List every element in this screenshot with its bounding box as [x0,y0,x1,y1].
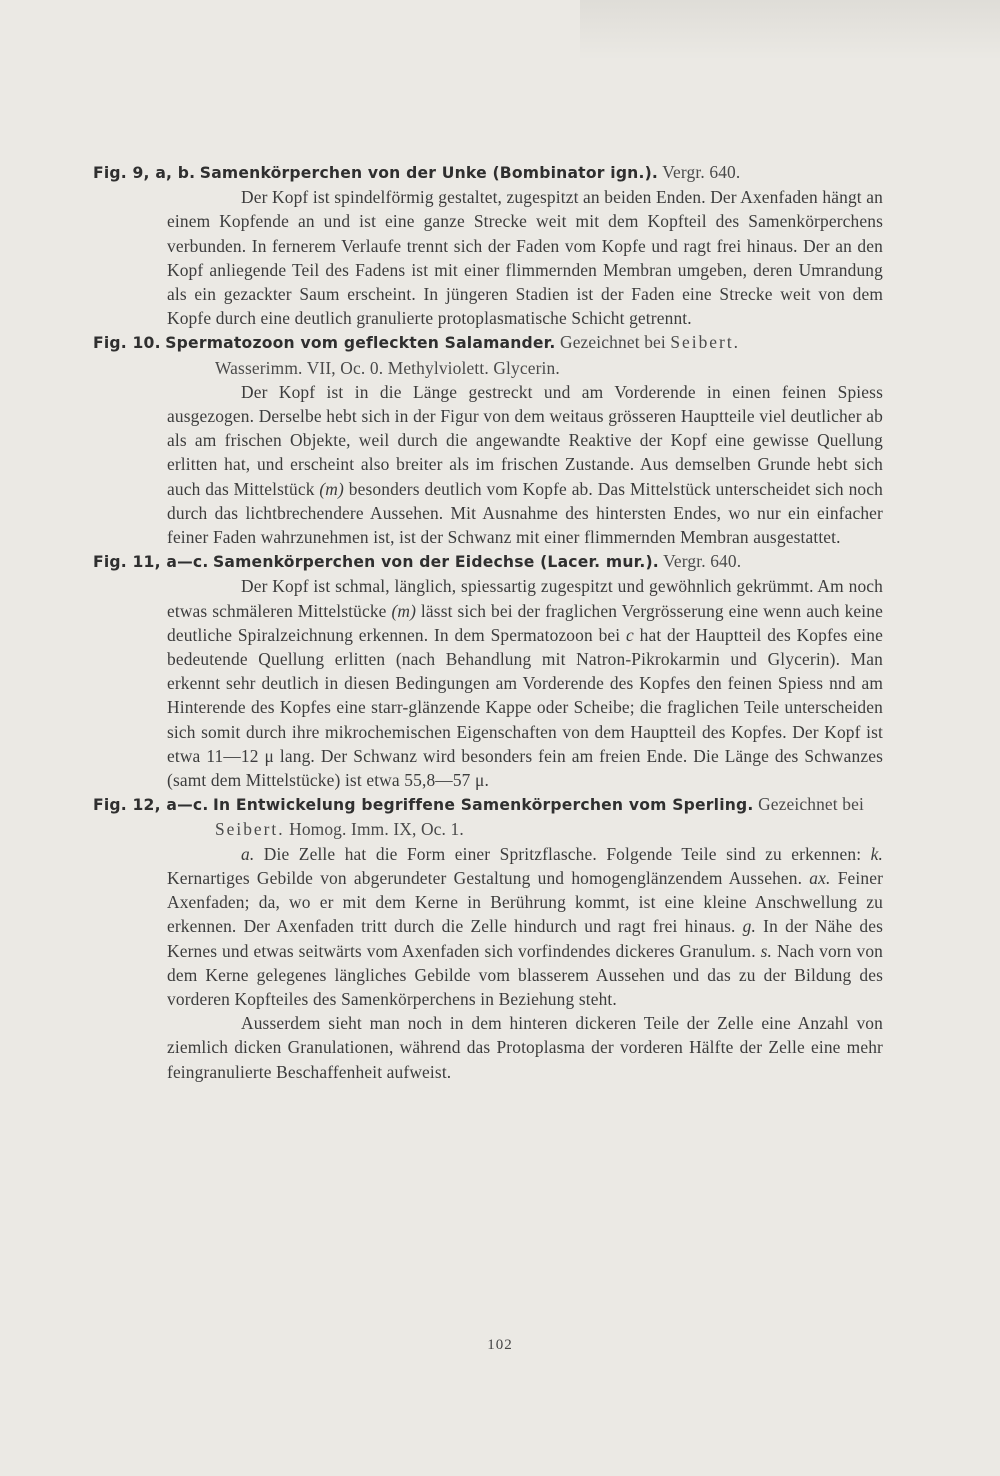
fig10-meta-b: Wasserimm. VII, Oc. 0. Methylviolett. Glycerin. [215,357,560,378]
fig10-heading [93,330,883,379]
fig11-body-a: Der Kopf ist schmal, länglich, spiessartig zugespitzt und gewöhnlich gekrümmt. Am noch etwas schmäleren Mittelstücke [167,576,883,621]
fig11-mark-m: (m) [391,600,417,621]
fig10-entry [93,330,883,549]
fig10-title: Spermatozoon vom gefleckten Salamander. [165,334,556,353]
fig12-mark-g: g. [742,916,756,937]
page-number: 102 [487,1337,513,1353]
fig12-meta-b: Homog. Imm. IX, Oc. 1. [289,819,464,840]
fig12-text-g: In der Nähe des Kernes und etwas seitwärts vom Axenfaden sich vorfindendes dickeres Granulum. [167,916,884,961]
fig11-heading [93,549,883,574]
fig11-body [167,574,883,792]
fig12-text-ax: Feiner Axenfaden; da, wo er mit dem Kerne in Berührung kommt, ist eine kleine Anschwellung zu erkennen. Der Axenfaden tritt durch die Zelle hindurch und ragt frei hinaus. [167,867,884,937]
page-smudge [580,0,1000,60]
fig12-meta-a: Gezeichnet bei [758,794,864,815]
fig12-meta-name: Seibert. [215,819,285,840]
fig12-mark-s: s. [760,940,773,961]
fig11-magnification: Vergr. 640. [663,551,742,572]
fig10-body-b: besonders deutlich vom Kopfe ab. Das Mittelstück unterscheidet sich noch durch das lichtbrechendere Aussehen. Mit Ausnahme des hintersten Endes, wo nur ein einfacher feiner Faden wahrzunehmen ist, ist der Schwanz mit einer flimmernden Membran ausgestattet. [167,478,883,548]
fig12-text-k: Kernartiges Gebilde von abgerundeter Gestaltung und homogenglänzendem Aussehen. [167,867,803,888]
fig11-body-c: hat der Hauptteil des Kopfes eine bedeutende Quellung erlitten (nach Behandlung mit Natron-Pikrokarmin und Glycerin). Man erkennt sehr deutlich in diesen Bedingungen am Vorderende des Kopfes den feinen Spiess nnd am Hinterende des Kopfes eine starr-glänzende Kappe oder Scheibe; die fraglichen Teile unterscheiden sich somit durch ihre mikrochemischen Eigenschaften von dem Hauptteil des Kopfes. Der Kopf ist etwa 11—12 μ lang. Der Schwanz wird besonders fein am freien Ende. Die Länge des Schwanzes (samt dem Mittelstücke) ist etwa 55,8—57 μ. [167,624,884,791]
fig10-body [167,380,883,549]
fig12-mark-k: k. [870,843,884,864]
fig12-label: Fig. 12, a—c. [93,796,209,815]
fig12-paragraph-2: Ausserdem sieht man noch in dem hinteren dickeren Teile der Zelle eine Anzahl von ziemlich dicken Granulationen, während das Protoplasma der vorderen Hälfte der Zelle eine mehr feingranulierte Beschaffenheit aufweist. [167,1013,883,1082]
fig12-mark-a: a. [241,843,255,864]
fig11-entry [93,549,884,792]
text-block [93,160,884,1084]
fig9-entry [93,160,883,330]
fig10-body-a: Der Kopf ist in die Länge gestreckt und am Vorderende in einen feinen Spiess ausgezogen. Derselbe hebt sich in der Figur von dem weitaus grösseren Hauptteile viel deutlicher ab als am frischen Objekte, weil durch die angewandte Reaktive der Kopf eine gewisse Quellung erlitten hat, und erscheint also breiter als im frischen Zustande. Aus demselben Grunde hebt sich auch das Mittelstück [167,381,883,499]
fig11-mark-c: c [626,624,634,645]
fig10-meta-name: Seibert. [670,332,740,353]
fig11-body-b: lässt sich bei der fraglichen Vergrösserung eine wenn auch keine deutliche Spiralzeichnung erkennen. In dem Spermatozoon bei [167,600,883,645]
fig12-text-s: Nach vorn von dem Kerne gelegenes längliches Gebilde vom blasserem Aussehen und das zu der Bildung des vorderen Kopfteiles des Samenkörperchens in Beziehung steht. [167,940,884,1009]
fig10-meta-a: Gezeichnet bei [559,332,666,353]
fig9-title: Samenkörperchen von der Unke (Bombinator ign.). [199,164,659,182]
fig9-body: Der Kopf ist spindelförmig gestaltet, zugespitzt an beiden Enden. Der Axenfaden hängt an einem Kopfende an und ist eine ganze Strecke weit mit dem Kopfteil des Samenkörperchens verbunden. In fernerem Verlaufe trennt sich der Faden vom Kopfe und ragt frei hinaus. Der an den Kopf anliegende Teil des Fadens ist mit einer flimmernden Membran umgeben, deren Umrandung als ein gezackter Saum erscheint. In jüngeren Stadien ist der Faden eine Strecke weit von dem Kopfe durch eine deutlich granulierte protoplasmatische Schicht getrennt. [167,187,883,329]
fig10-mark-m: (m) [319,478,344,499]
fig9-magnification: Vergr. 640. [662,162,741,182]
fig12-meta-line [167,817,883,841]
fig11-title: Samenkörperchen von der Eidechse (Lacer. mur.). [212,553,659,572]
fig12-heading [93,792,883,841]
fig12-title: In Entwickelung begriffene Samenkörperchen vom Sperling. [212,796,754,815]
fig10-label: Fig. 10. [93,334,161,353]
fig9-label: Fig. 9, a, b. [93,164,196,182]
fig12-entry [93,792,884,1083]
fig9-heading [93,160,883,185]
fig12-paragraph-1 [167,842,883,1011]
fig11-label: Fig. 11, a—c. [93,553,209,572]
fig12-mark-ax: ax. [809,867,831,888]
fig12-text-a: Die Zelle hat die Form einer Spritzflasche. Folgende Teile sind zu erkennen: [263,843,862,864]
